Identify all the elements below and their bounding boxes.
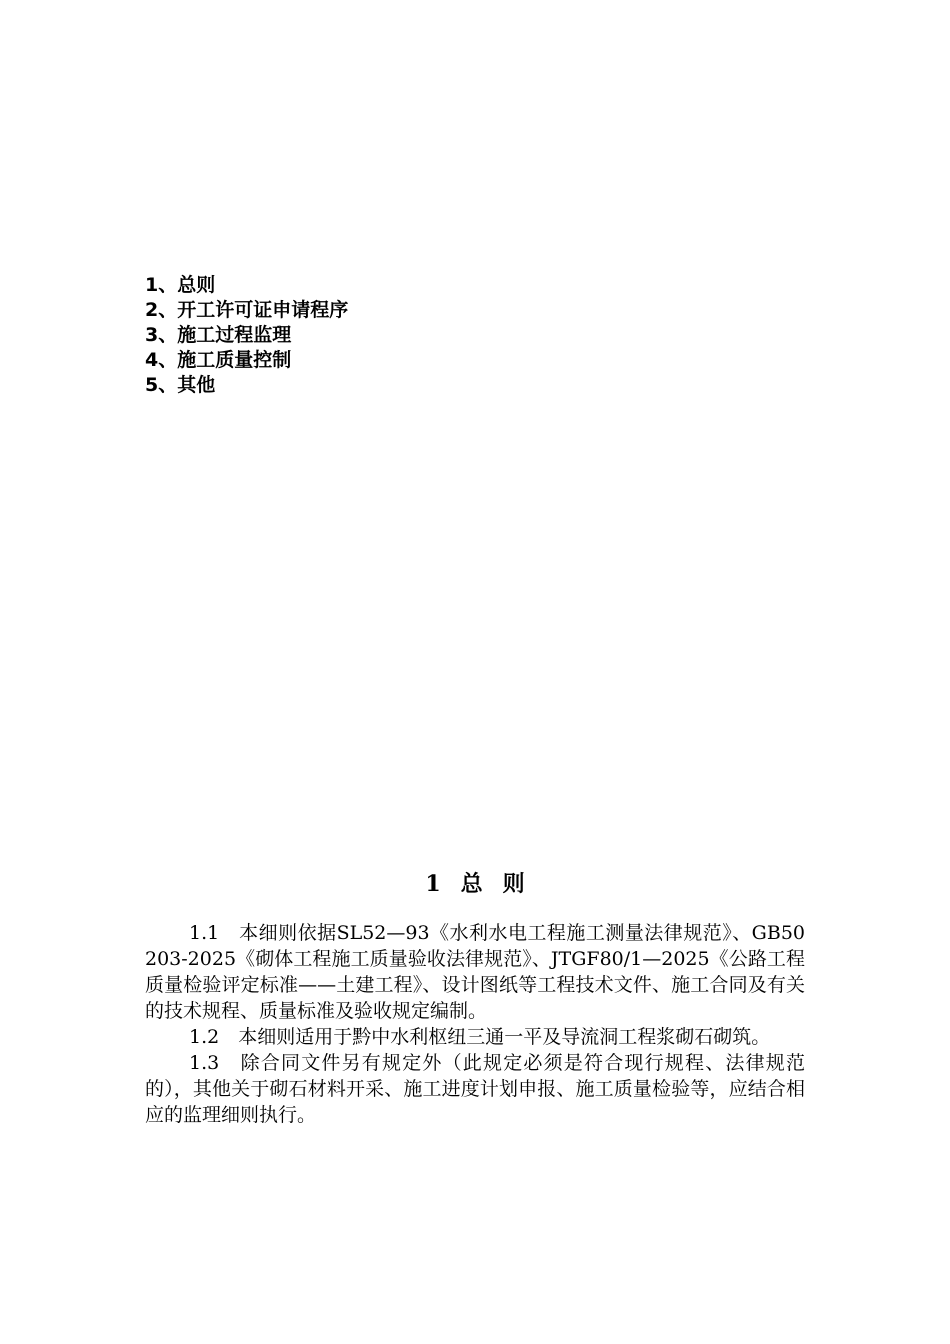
paragraph-1-1: 1.1 本细则依据SL52—93《水利水电工程施工测量法律规范》、GB50203-2025《砌体工程施工质量验收法律规范》、JTGF80/1—2025《公路工程质量检验评定标准——土建工程》、设计图纸等工程技术文件、施工合同及有关的技术规程、质量标准及验收规定编制。 <box>145 922 805 1022</box>
section-title-part2: 则 <box>502 871 525 897</box>
toc-item-general: 1、总则 <box>145 274 216 296</box>
section-body <box>145 920 805 1128</box>
section-title <box>145 866 805 902</box>
toc-item-quality-control: 4、施工质量控制 <box>145 349 292 371</box>
toc-item-other: 5、其他 <box>145 374 216 396</box>
toc-item-process-supervision: 3、施工过程监理 <box>145 324 292 346</box>
paragraph-1-3: 1.3 除合同文件另有规定外（此规定必须是符合现行规程、法律规范的），其他关于砌石材料开采、施工进度计划申报、施工质量检验等，应结合相应的监理细则执行。 <box>145 1052 805 1126</box>
toc-item-permit-procedure: 2、开工许可证申请程序 <box>145 299 349 321</box>
section-number: 1 <box>425 871 441 897</box>
table-of-contents <box>145 273 805 398</box>
paragraph-1-2: 1.2 本细则适用于黔中水利枢纽三通一平及导流洞工程浆砌石砌筑。 <box>189 1026 771 1048</box>
section-title-part1: 总 <box>460 871 483 897</box>
